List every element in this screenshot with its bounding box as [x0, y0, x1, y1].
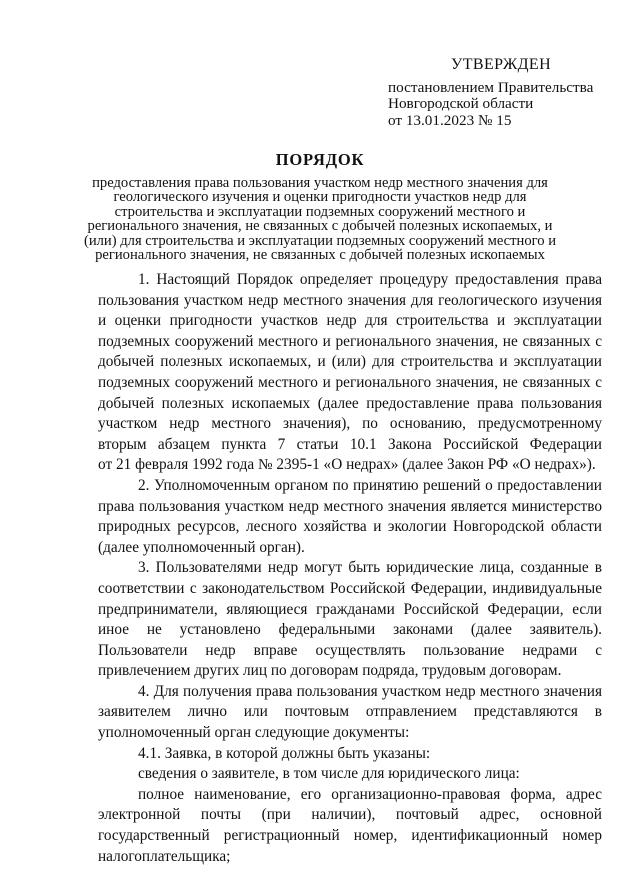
paragraph-3-line: 3. Пользователями недр могут быть юридические лица, созданные в: [138, 559, 602, 577]
paragraph-3-line: привлечением других лиц по договорам подряда, трудовым договорам.: [98, 662, 562, 680]
paragraph-3-line: предприниматели, являющиеся гражданами Российской Федерации, если: [98, 600, 602, 618]
paragraph-2-line: 2. Уполномоченным органом по принятию решений о предоставлении: [138, 476, 602, 494]
paragraph-4-line: уполномоченный орган следующие документы:: [98, 724, 410, 742]
paragraph-1-line: 1. Настоящий Порядок определяет процедуру предоставления права: [138, 271, 602, 288]
document-subtitle: [60, 176, 580, 262]
paragraph-1-line: вторым абзацем пункта 7 статьи 10.1 Закона Российской Федерации: [98, 435, 602, 453]
paragraph-1-line: подземных сооружений местного и регионального значения, не связанных с: [98, 373, 602, 391]
paragraph-1-line: добычей полезных ископаемых, и (или) для строительства и эксплуатации: [98, 353, 602, 371]
approval-date-line: от 13.01.2023 № 15: [388, 112, 512, 129]
paragraph-1-line: подземных сооружений местного и регионального значения, не связанных с: [98, 332, 602, 350]
subtitle-line: геологического изучения и оценки пригодности участков недр для: [113, 189, 527, 206]
paragraph-2-line: природных ресурсов, лесного хозяйства и экологии Новгородской области: [98, 518, 602, 536]
paragraph-4-line: 4. Для получения права пользования участком недр местного значения: [138, 682, 602, 700]
applicant-details-line: государственный регистрационный номер, идентификационный номер: [98, 827, 602, 845]
subtitle-line: строительства и эксплуатации подземных сооружений местного и: [114, 203, 526, 220]
approval-line: Новгородской области: [388, 95, 534, 112]
paragraph-1-line: и оценки пригодности участков недр для строительства и эксплуатации: [98, 312, 602, 330]
paragraph-3-line: иное не установлено федеральными законами (далее заявитель).: [98, 621, 602, 639]
applicant-details-line: электронной почты (при наличии), почтовый адрес, основной: [98, 806, 602, 824]
subtitle-line: регионального значения, не связанных с добычей полезных ископаемых, и: [87, 218, 553, 235]
paragraph-2-line: (далее уполномоченный орган).: [98, 538, 305, 556]
applicant-details-line: полное наименование, его организационно-правовая форма, адрес: [138, 785, 602, 803]
subtitle-line: (или) для строительства и эксплуатации подземных сооружений местного и: [83, 232, 557, 249]
applicant-details-line: налогоплательщика;: [98, 847, 231, 865]
approval-block: [0, 0, 640, 160]
paragraph-3-line: Пользователи недр вправе осуществлять пользование недрами с: [98, 641, 602, 659]
paragraph-1-line: пользования участком недр местного значения для геологического изучения: [98, 291, 602, 309]
paragraph-3-line: соответствии с законодательством Российской Федерации, индивидуальные: [98, 579, 602, 597]
paragraph-4-1-line: 4.1. Заявка, в которой должны быть указаны:: [138, 744, 431, 762]
document-title: ПОРЯДОК: [275, 150, 365, 169]
subtitle-line: регионального значения, не связанных с добычей полезных ископаемых: [95, 247, 545, 264]
subtitle-line: предоставления права пользования участком недр местного значения для: [92, 175, 548, 191]
paragraph-2-line: права пользования участком недр местного значения является министерство: [98, 497, 602, 515]
applicant-info-line: сведения о заявителе, в том числе для юридического лица:: [138, 765, 520, 783]
document-body: [98, 270, 602, 867]
paragraph-1-line: добычей полезных ископаемых (далее предоставление права пользования: [98, 394, 602, 412]
paragraph-4-line: заявителем лично или почтовым отправлением представляются в: [98, 703, 602, 721]
paragraph-1-line: участком недр местного значения), по основанию, предусмотренному: [98, 415, 602, 433]
approval-heading: УТВЕРЖДЕН: [451, 56, 552, 73]
approval-line: постановлением Правительства: [388, 79, 594, 96]
paragraph-1-line: от 21 февраля 1992 года № 2395-1 «О недрах» (далее Закон РФ «О недрах»).: [98, 456, 596, 474]
